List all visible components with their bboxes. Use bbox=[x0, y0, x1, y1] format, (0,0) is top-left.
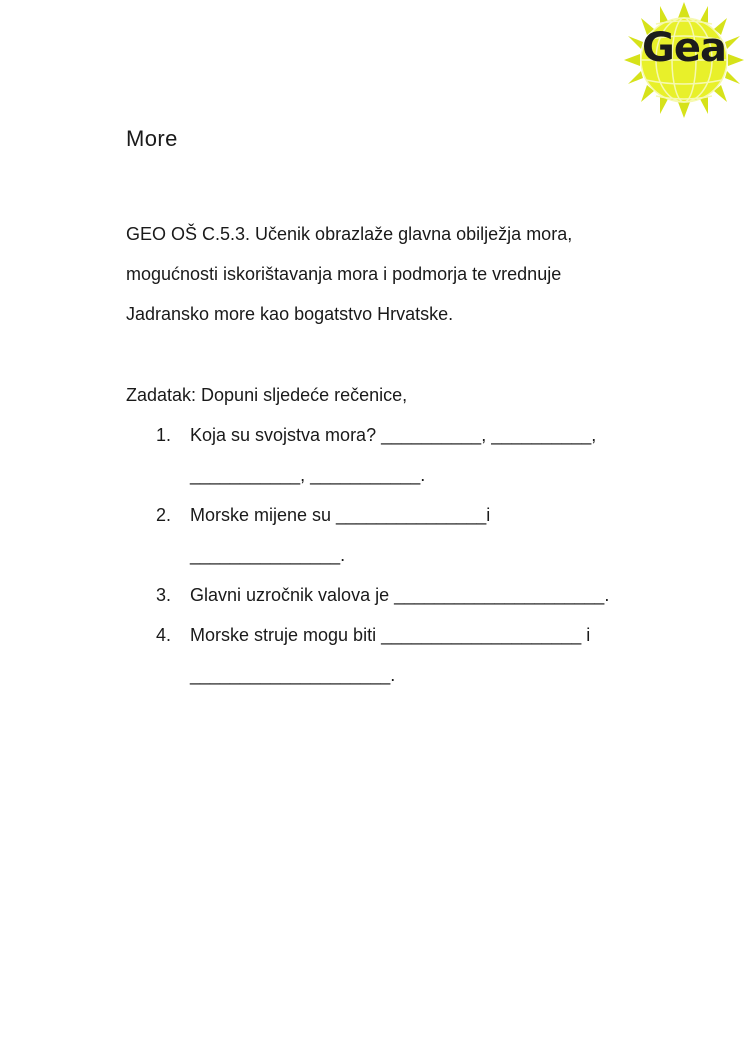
exercise-item-3 bbox=[150, 575, 630, 615]
task-instruction: Zadatak: Dopuni sljedeće rečenice, bbox=[126, 385, 408, 405]
exercise-number: 4. bbox=[156, 625, 172, 645]
exercise-item-4 bbox=[150, 615, 630, 695]
exercise-text: Morske struje mogu biti ____________________ i ____________________. bbox=[190, 625, 591, 685]
exercise-text: Morske mijene su _______________i _______________. bbox=[190, 505, 491, 565]
exercise-item-2 bbox=[150, 495, 630, 575]
learning-outcome: GEO OŠ C.5.3. Učenik obrazlaže glavna obilježja mora, mogućnosti iskorištavanja mora i podmorja te vrednuje Jadransko more kao bogatstvo Hrvatske. bbox=[126, 224, 573, 324]
exercise-number: 1. bbox=[156, 425, 172, 445]
exercise-list bbox=[150, 415, 630, 695]
exercise-item-1 bbox=[150, 415, 630, 495]
logo-wordmark: Gea bbox=[642, 25, 726, 71]
exercise-number: 2. bbox=[156, 505, 172, 525]
gea-logo bbox=[622, 2, 746, 118]
page-title: More bbox=[126, 126, 178, 151]
exercise-number: 3. bbox=[156, 585, 172, 605]
exercise-text: Glavni uzročnik valova je _____________________. bbox=[190, 585, 610, 605]
exercise-text: Koja su svojstva mora? __________, __________, ___________, ___________. bbox=[190, 425, 597, 485]
